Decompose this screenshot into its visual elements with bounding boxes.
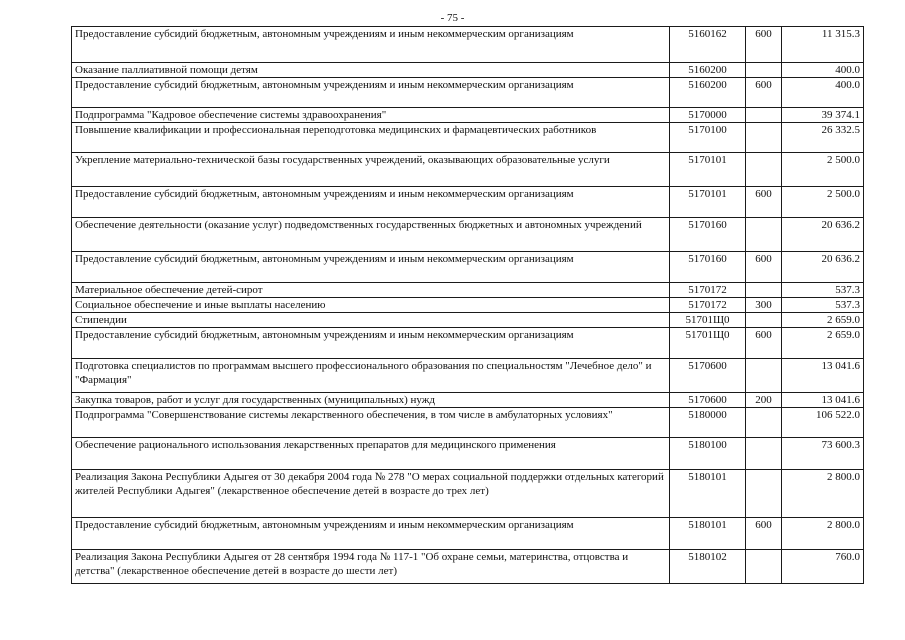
row-amount: 2 800.0 bbox=[782, 470, 864, 518]
row-name: Предоставление субсидий бюджетным, автономным учреждениям и иным некоммерческим организациям bbox=[72, 187, 670, 218]
table-row bbox=[72, 298, 864, 313]
row-target-code: 5170172 bbox=[670, 283, 746, 298]
row-amount: 760.0 bbox=[782, 550, 864, 584]
row-name: Предоставление субсидий бюджетным, автономным учреждениям и иным некоммерческим организациям bbox=[72, 328, 670, 359]
row-name: Подпрограмма "Совершенствование системы лекарственного обеспечения, в том числе в амбулаторных условиях" bbox=[72, 408, 670, 438]
row-amount: 20 636.2 bbox=[782, 218, 864, 252]
row-expense-type bbox=[746, 438, 782, 470]
table-row bbox=[72, 63, 864, 78]
row-expense-type: 200 bbox=[746, 393, 782, 408]
row-name: Подготовка специалистов по программам высшего профессионального образования по специальностям "Лечебное дело" и "Фармация" bbox=[72, 359, 670, 393]
row-name: Закупка товаров, работ и услуг для государственных (муниципальных) нужд bbox=[72, 393, 670, 408]
table-row bbox=[72, 438, 864, 470]
row-name: Предоставление субсидий бюджетным, автономным учреждениям и иным некоммерческим организациям bbox=[72, 252, 670, 283]
table-row bbox=[72, 313, 864, 328]
row-target-code: 5170600 bbox=[670, 359, 746, 393]
row-target-code: 5170101 bbox=[670, 153, 746, 187]
row-expense-type: 600 bbox=[746, 27, 782, 63]
row-target-code: 5180101 bbox=[670, 518, 746, 550]
row-expense-type bbox=[746, 283, 782, 298]
row-target-code: 51701Щ0 bbox=[670, 328, 746, 359]
row-target-code: 5170100 bbox=[670, 123, 746, 153]
row-amount: 73 600.3 bbox=[782, 438, 864, 470]
row-target-code: 5170600 bbox=[670, 393, 746, 408]
table-row bbox=[72, 187, 864, 218]
row-expense-type bbox=[746, 153, 782, 187]
budget-table bbox=[71, 26, 864, 584]
table-row bbox=[72, 518, 864, 550]
row-expense-type bbox=[746, 408, 782, 438]
table-row bbox=[72, 283, 864, 298]
row-expense-type bbox=[746, 313, 782, 328]
row-amount: 2 800.0 bbox=[782, 518, 864, 550]
row-amount: 13 041.6 bbox=[782, 393, 864, 408]
row-expense-type: 600 bbox=[746, 252, 782, 283]
row-amount: 537.3 bbox=[782, 298, 864, 313]
row-amount: 2 659.0 bbox=[782, 328, 864, 359]
row-name: Укрепление материально-технической базы государственных учреждений, оказывающих образовательные услуги bbox=[72, 153, 670, 187]
table-row bbox=[72, 550, 864, 584]
row-expense-type: 300 bbox=[746, 298, 782, 313]
row-name: Подпрограмма "Кадровое обеспечение системы здравоохранения" bbox=[72, 108, 670, 123]
row-target-code: 5160200 bbox=[670, 63, 746, 78]
row-expense-type bbox=[746, 359, 782, 393]
row-expense-type bbox=[746, 123, 782, 153]
row-name: Предоставление субсидий бюджетным, автономным учреждениям и иным некоммерческим организациям bbox=[72, 27, 670, 63]
row-amount: 11 315.3 bbox=[782, 27, 864, 63]
table-row bbox=[72, 328, 864, 359]
table-row bbox=[72, 108, 864, 123]
row-name: Оказание паллиативной помощи детям bbox=[72, 63, 670, 78]
row-amount: 400.0 bbox=[782, 78, 864, 108]
row-amount: 26 332.5 bbox=[782, 123, 864, 153]
page-number: - 75 - bbox=[440, 12, 465, 24]
row-target-code: 5180102 bbox=[670, 550, 746, 584]
row-target-code: 5160200 bbox=[670, 78, 746, 108]
row-name: Обеспечение рационального использования лекарственных препаратов для медицинского применения bbox=[72, 438, 670, 470]
table-row bbox=[72, 123, 864, 153]
row-amount: 400.0 bbox=[782, 63, 864, 78]
row-name: Реализация Закона Республики Адыгея от 28 сентября 1994 года № 117-1 "Об охране семьи, материнства, отцовства и детства" (лекарственное обеспечение детей в возрасте до шести лет) bbox=[72, 550, 670, 584]
row-target-code: 5180100 bbox=[670, 438, 746, 470]
row-expense-type: 600 bbox=[746, 518, 782, 550]
row-target-code: 5170160 bbox=[670, 218, 746, 252]
row-name: Предоставление субсидий бюджетным, автономным учреждениям и иным некоммерческим организациям bbox=[72, 518, 670, 550]
row-amount: 13 041.6 bbox=[782, 359, 864, 393]
row-expense-type bbox=[746, 218, 782, 252]
row-expense-type bbox=[746, 550, 782, 584]
row-name: Обеспечение деятельности (оказание услуг) подведомственных государственных бюджетных и автономных учреждений bbox=[72, 218, 670, 252]
table-row bbox=[72, 393, 864, 408]
row-target-code: 5180000 bbox=[670, 408, 746, 438]
row-amount: 537.3 bbox=[782, 283, 864, 298]
row-amount: 2 659.0 bbox=[782, 313, 864, 328]
row-target-code: 5170160 bbox=[670, 252, 746, 283]
row-expense-type bbox=[746, 470, 782, 518]
row-name: Социальное обеспечение и иные выплаты населению bbox=[72, 298, 670, 313]
table-row bbox=[72, 252, 864, 283]
row-amount: 2 500.0 bbox=[782, 187, 864, 218]
row-amount: 20 636.2 bbox=[782, 252, 864, 283]
row-name: Реализация Закона Республики Адыгея от 30 декабря 2004 года № 278 "О мерах социальной поддержки отдельных категорий жителей Республики Адыгея" (лекарственное обеспечение детей в возрасте до трех лет) bbox=[72, 470, 670, 518]
row-name: Предоставление субсидий бюджетным, автономным учреждениям и иным некоммерческим организациям bbox=[72, 78, 670, 108]
row-amount: 2 500.0 bbox=[782, 153, 864, 187]
row-target-code: 5170101 bbox=[670, 187, 746, 218]
table-row bbox=[72, 218, 864, 252]
table-row bbox=[72, 408, 864, 438]
row-amount: 106 522.0 bbox=[782, 408, 864, 438]
row-target-code: 5170000 bbox=[670, 108, 746, 123]
row-expense-type bbox=[746, 108, 782, 123]
row-expense-type: 600 bbox=[746, 328, 782, 359]
row-name: Стипендии bbox=[72, 313, 670, 328]
row-expense-type bbox=[746, 63, 782, 78]
table-row bbox=[72, 27, 864, 63]
row-name: Материальное обеспечение детей-сирот bbox=[72, 283, 670, 298]
row-target-code: 5170172 bbox=[670, 298, 746, 313]
row-target-code: 5160162 bbox=[670, 27, 746, 63]
row-target-code: 51701Щ0 bbox=[670, 313, 746, 328]
table-row bbox=[72, 153, 864, 187]
row-expense-type: 600 bbox=[746, 78, 782, 108]
table-row bbox=[72, 470, 864, 518]
row-amount: 39 374.1 bbox=[782, 108, 864, 123]
row-name: Повышение квалификации и профессиональная переподготовка медицинских и фармацевтических работников bbox=[72, 123, 670, 153]
row-target-code: 5180101 bbox=[670, 470, 746, 518]
row-expense-type: 600 bbox=[746, 187, 782, 218]
table-row bbox=[72, 359, 864, 393]
table-row bbox=[72, 78, 864, 108]
